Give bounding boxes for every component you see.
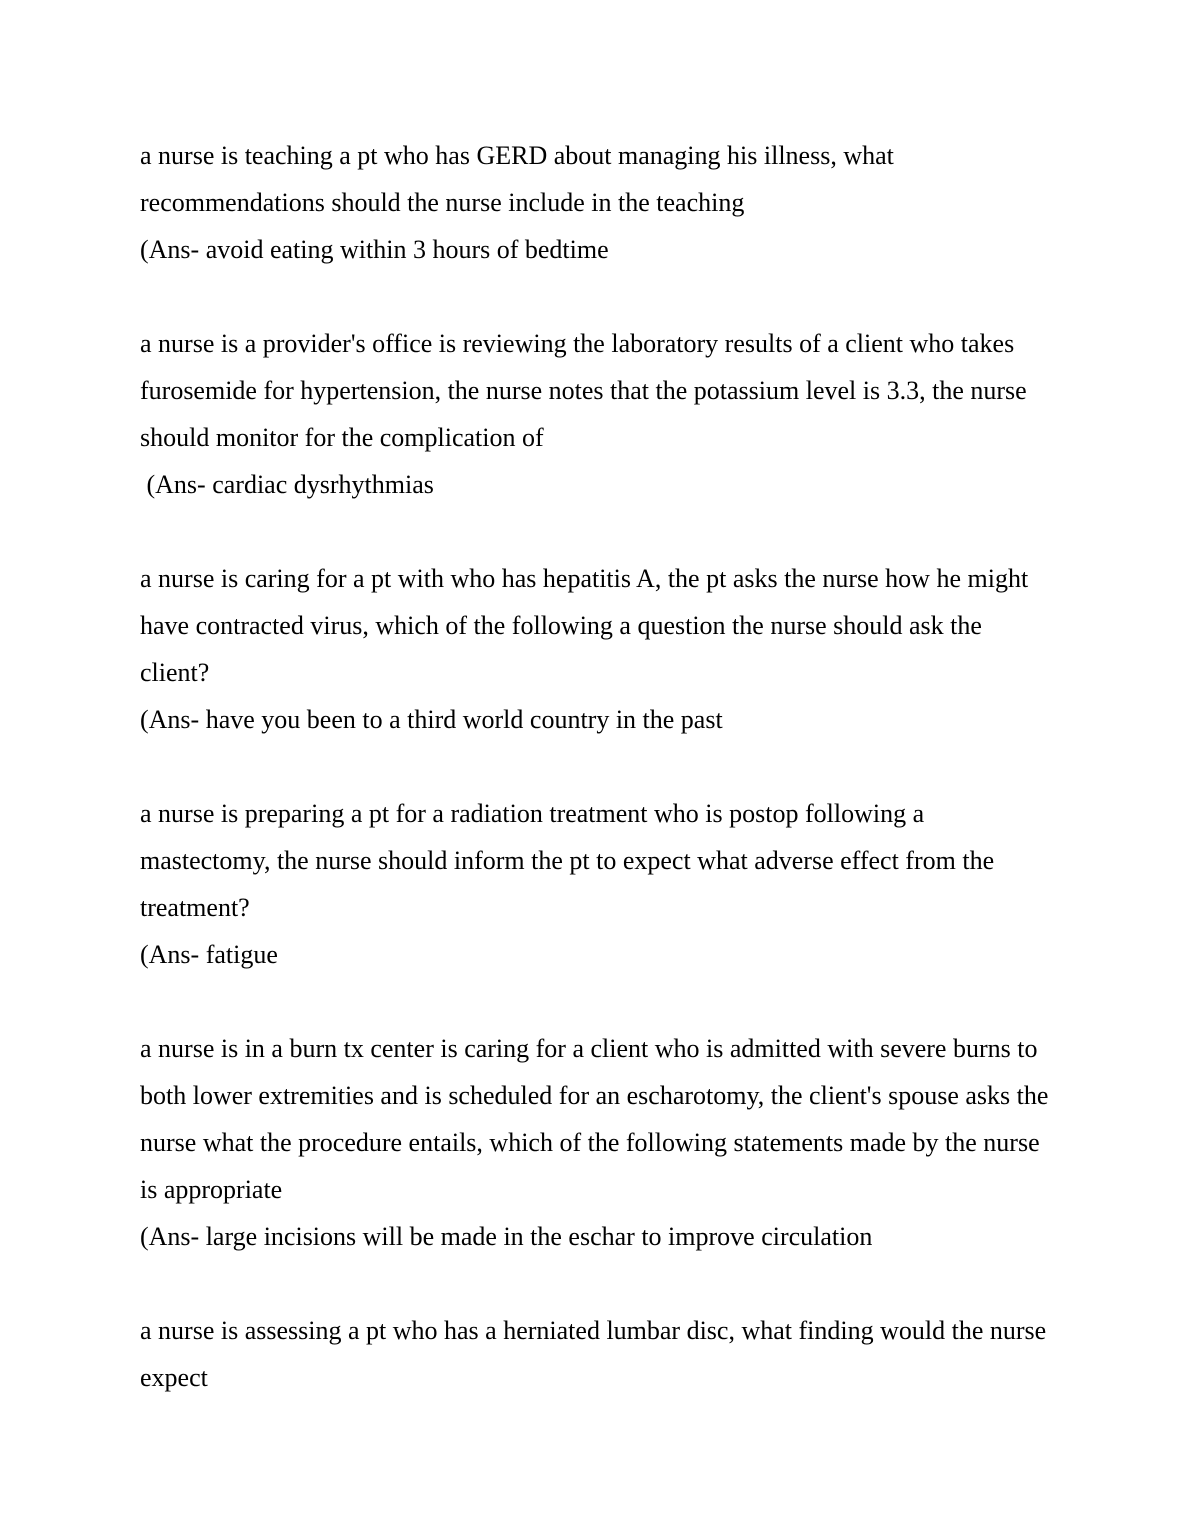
answer-text: (Ans- avoid eating within 3 hours of bedtime — [140, 235, 609, 264]
qa-item-6 — [140, 1307, 1053, 1401]
question-text: a nurse is in a burn tx center is caring for a client who is admitted with severe burns to both lower extremities and is scheduled for an escharotomy, the client's spouse asks the nurse what the procedure entails, which of the following statements made by the nurse is appropriate — [140, 1034, 1055, 1204]
question-text: a nurse is caring for a pt with who has hepatitis A, the pt asks the nurse how he might have contracted virus, which of the following a question the nurse should ask the client? — [140, 564, 1035, 687]
question-text: a nurse is teaching a pt who has GERD about managing his illness, what recommendations should the nurse include in the teaching — [140, 141, 901, 217]
question-text: a nurse is assessing a pt who has a herniated lumbar disc, what finding would the nurse expect — [140, 1316, 1053, 1392]
question-text: a nurse is preparing a pt for a radiation treatment who is postop following a mastectomy, the nurse should inform the pt to expect what adverse effect from the treatment? — [140, 799, 1001, 922]
question-text: a nurse is a provider's office is reviewing the laboratory results of a client who takes furosemide for hypertension, the nurse notes that the potassium level is 3.3, the nurse should monitor for the complication of — [140, 329, 1034, 452]
answer-text: (Ans- large incisions will be made in the eschar to improve circulation — [140, 1222, 873, 1251]
answer-text: (Ans- have you been to a third world country in the past — [140, 705, 723, 734]
document-body — [140, 132, 1055, 1401]
qa-item-3 — [140, 555, 1050, 743]
qa-item-2 — [140, 320, 1050, 508]
qa-item-4 — [140, 790, 1050, 978]
qa-item-5 — [140, 1025, 1055, 1260]
answer-text: (Ans- fatigue — [140, 940, 278, 969]
qa-item-1 — [140, 132, 1050, 273]
answer-text: (Ans- cardiac dysrhythmias — [140, 470, 434, 499]
